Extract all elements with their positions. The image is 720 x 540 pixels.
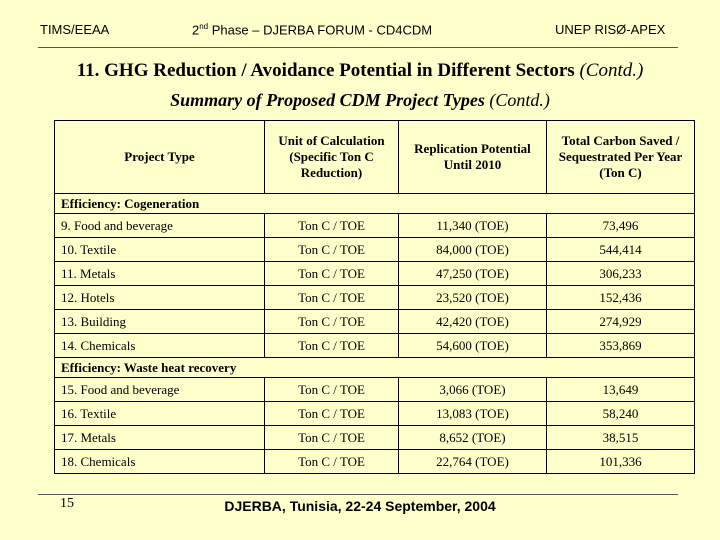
table-row: [55, 214, 695, 238]
cell-replication: 54,600 (TOE): [399, 334, 547, 358]
cell-carbon-saved: 58,240: [547, 402, 695, 426]
table-row: [55, 426, 695, 450]
cell-carbon-saved: 306,233: [547, 262, 695, 286]
table-row: [55, 402, 695, 426]
table-header-row: [55, 121, 695, 194]
cell-unit: Ton C / TOE: [265, 334, 399, 358]
section-label: Efficiency: Waste heat recovery: [55, 358, 695, 378]
cell-project-type: 16. Textile: [55, 402, 265, 426]
col-replication-potential: Replication Potential Until 2010: [399, 121, 547, 194]
header-rule: [38, 47, 678, 48]
slide-subtitle: [0, 90, 720, 111]
cell-carbon-saved: 38,515: [547, 426, 695, 450]
cell-project-type: 10. Textile: [55, 238, 265, 262]
cell-carbon-saved: 544,414: [547, 238, 695, 262]
header-left: TIMS/EEAA: [40, 22, 110, 37]
col-unit-of-calculation: Unit of Calculation (Specific Ton C Reduction): [265, 121, 399, 194]
cell-replication: 22,764 (TOE): [399, 450, 547, 474]
cell-project-type: 12. Hotels: [55, 286, 265, 310]
header-center-rest: Phase – DJERBA FORUM - CD4CDM: [208, 22, 433, 38]
cell-unit: Ton C / TOE: [265, 262, 399, 286]
header-right: UNEP RISØ-APEX: [555, 22, 666, 37]
cdm-project-table: [54, 120, 695, 474]
table-row: [55, 262, 695, 286]
cell-carbon-saved: 152,436: [547, 286, 695, 310]
cell-unit: Ton C / TOE: [265, 450, 399, 474]
title-main: 11. GHG Reduction / Avoidance Potential in Different Sectors: [76, 60, 580, 81]
footer-text: DJERBA, Tunisia, 22-24 September, 2004: [224, 498, 496, 514]
table-row: [55, 450, 695, 474]
table-row: [55, 310, 695, 334]
cell-replication: 84,000 (TOE): [399, 238, 547, 262]
table-row: [55, 286, 695, 310]
cell-project-type: 14. Chemicals: [55, 334, 265, 358]
cell-unit: Ton C / TOE: [265, 238, 399, 262]
header-center-sup: nd: [199, 22, 209, 31]
cell-unit: Ton C / TOE: [265, 378, 399, 402]
table-row: [55, 378, 695, 402]
cell-carbon-saved: 353,869: [547, 334, 695, 358]
cell-unit: Ton C / TOE: [265, 286, 399, 310]
header-center-num: 2: [192, 22, 200, 38]
cell-project-type: 9. Food and beverage: [55, 214, 265, 238]
cell-unit: Ton C / TOE: [265, 426, 399, 450]
cell-unit: Ton C / TOE: [265, 310, 399, 334]
cell-unit: Ton C / TOE: [265, 402, 399, 426]
table-row: [55, 334, 695, 358]
cell-carbon-saved: 73,496: [547, 214, 695, 238]
cell-replication: 8,652 (TOE): [399, 426, 547, 450]
cell-project-type: 18. Chemicals: [55, 450, 265, 474]
cell-replication: 42,420 (TOE): [399, 310, 547, 334]
page-number: 15: [60, 496, 74, 511]
col-total-carbon-saved: Total Carbon Saved / Sequestrated Per Year (Ton C): [547, 121, 695, 194]
cell-project-type: 15. Food and beverage: [55, 378, 265, 402]
cell-carbon-saved: 101,336: [547, 450, 695, 474]
cell-project-type: 17. Metals: [55, 426, 265, 450]
section-row: [55, 358, 695, 378]
cell-project-type: 13. Building: [55, 310, 265, 334]
cell-carbon-saved: 13,649: [547, 378, 695, 402]
cell-carbon-saved: 274,929: [547, 310, 695, 334]
cell-project-type: 11. Metals: [55, 262, 265, 286]
cell-replication: 13,083 (TOE): [399, 402, 547, 426]
header-center: [192, 22, 432, 37]
subtitle-contd: (Contd.): [489, 90, 550, 110]
slide-title: [0, 60, 720, 82]
cell-replication: 11,340 (TOE): [399, 214, 547, 238]
subtitle-main: Summary of Proposed CDM Project Types: [170, 90, 490, 110]
cell-replication: 3,066 (TOE): [399, 378, 547, 402]
col-project-type: Project Type: [55, 121, 265, 194]
cell-unit: Ton C / TOE: [265, 214, 399, 238]
table-body: [55, 121, 695, 474]
section-row: [55, 194, 695, 214]
table-row: [55, 238, 695, 262]
cell-replication: 47,250 (TOE): [399, 262, 547, 286]
footer-rule: [38, 494, 678, 495]
title-contd: (Contd.): [579, 60, 644, 81]
cell-replication: 23,520 (TOE): [399, 286, 547, 310]
section-label: Efficiency: Cogeneration: [55, 194, 695, 214]
